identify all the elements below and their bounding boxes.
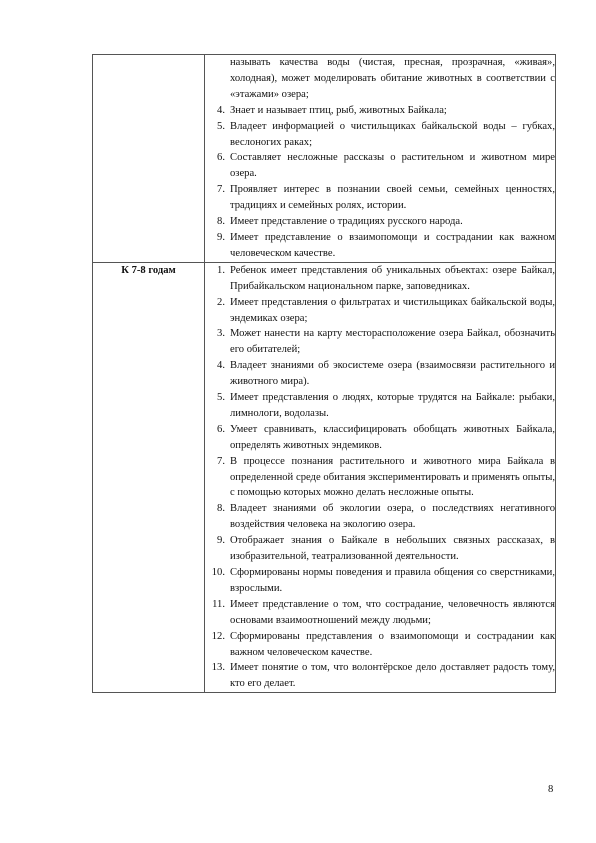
list-item <box>205 565 555 597</box>
list-item <box>205 182 555 214</box>
list-item <box>205 454 555 502</box>
list-item <box>205 597 555 629</box>
item-text: Сформированы представления о взаимопомощи и сострадании как важном человеческом качестве. <box>230 630 555 658</box>
item-text: называть качества воды (чистая, пресная, прозрачная, «живая», холодная), может моделировать обитание животных в соответствии с «этажами» озера; <box>230 57 555 100</box>
item-text: Знает и называет птиц, рыб, животных Байкала; <box>230 104 447 116</box>
item-number: 11. <box>212 598 225 610</box>
item-number: 5. <box>217 392 225 404</box>
item-text: Отображает знания о Байкале в небольших связных рассказах, в изобразительной, театрализованной деятельности. <box>230 535 555 563</box>
table-row <box>93 55 556 263</box>
table-row <box>93 262 556 692</box>
list-item <box>205 295 555 327</box>
item-number: 8. <box>217 216 225 228</box>
item-number: 6. <box>217 152 225 164</box>
outcomes-list <box>205 263 555 692</box>
item-text: Сформированы нормы поведения и правила общения со сверстниками, взрослыми. <box>230 567 555 594</box>
list-item <box>205 390 555 422</box>
item-text: Владеет знаниями об экологии озера, о последствиях негативного воздействия человека на экологию озера. <box>230 503 555 531</box>
item-text: Имеет представление о взаимопомощи и сострадании как важном человеческом качестве. <box>230 231 555 259</box>
list-item <box>205 119 555 151</box>
age-group-label: К 7-8 годам <box>93 262 205 692</box>
item-text: Умеет сравнивать, классифицировать обобщать животных Байкала, определять животных эндемиков. <box>230 423 555 451</box>
list-item <box>205 660 555 692</box>
item-number: 4. <box>217 104 225 116</box>
item-text: Имеет представления о людях, которые трудятся на Байкале: рыбаки, лимнологи, водолазы. <box>230 392 555 419</box>
item-text: Проявляет интерес в познании своей семьи, семейных ценностях, традициях и семейных ролях, истории. <box>230 184 555 212</box>
item-number: 6. <box>217 423 225 435</box>
outcomes-cell <box>205 55 556 263</box>
item-text: Может нанести на карту месторасположение озера Байкал, обозначить его обитателей; <box>230 328 555 356</box>
list-item <box>205 103 555 119</box>
item-number: 7. <box>217 455 225 467</box>
item-text: Составляет несложные рассказы о растительном и животном мире озера. <box>230 152 555 180</box>
age-cell <box>93 55 205 263</box>
item-text: Ребенок имеет представления об уникальных объектах: озере Байкал, Прибайкальском национальном парке, заповедниках. <box>230 264 555 292</box>
item-number: 4. <box>217 360 225 372</box>
item-number: 8. <box>217 503 225 515</box>
item-number: 13. <box>211 662 225 674</box>
list-item <box>205 230 555 262</box>
item-number: 1. <box>217 264 225 276</box>
item-number: 5. <box>217 120 225 132</box>
item-text: Имеет представление о том, что сострадание, человечность являются основами взаимоотношений между людьми; <box>230 598 555 626</box>
item-number: 9. <box>217 231 225 243</box>
item-text: Владеет информацией о чистильщиках байкальской воды – губках, веслоногих раках; <box>230 120 555 148</box>
outcomes-table <box>92 54 556 693</box>
list-item <box>205 501 555 533</box>
item-text: В процессе познания растительного и животного мира Байкала в определенной среде обитания экспериментировать и применять опыты, с помощью которых можно делать несложные опыты. <box>230 455 555 499</box>
item-number: 7. <box>217 184 225 196</box>
list-item <box>205 263 555 295</box>
item-number: 3. <box>217 328 225 340</box>
item-text: Имеет понятие о том, что волонтёрское дело доставляет радость тому, кто его делает. <box>230 662 555 690</box>
list-item-continuation <box>205 55 555 103</box>
list-item <box>205 326 555 358</box>
page-number: 8 <box>548 784 554 795</box>
list-item <box>205 422 555 454</box>
item-text: Имеет представления о фильтратах и чистильщиках байкальской воды, эндемиках озера; <box>230 296 555 324</box>
item-number: 9. <box>217 535 225 547</box>
list-item <box>205 150 555 182</box>
item-text: Владеет знаниями об экосистеме озера (взаимосвязи растительного и животного мира). <box>230 360 555 388</box>
outcomes-cell <box>205 262 556 692</box>
item-number: 2. <box>217 296 225 308</box>
list-item <box>205 533 555 565</box>
item-number: 10. <box>211 567 225 578</box>
item-number: 12. <box>211 630 225 642</box>
list-item <box>205 214 555 230</box>
outcomes-list <box>205 103 555 262</box>
list-item <box>205 358 555 390</box>
list-item <box>205 629 555 661</box>
item-text: Имеет представление о традициях русского народа. <box>230 216 463 228</box>
